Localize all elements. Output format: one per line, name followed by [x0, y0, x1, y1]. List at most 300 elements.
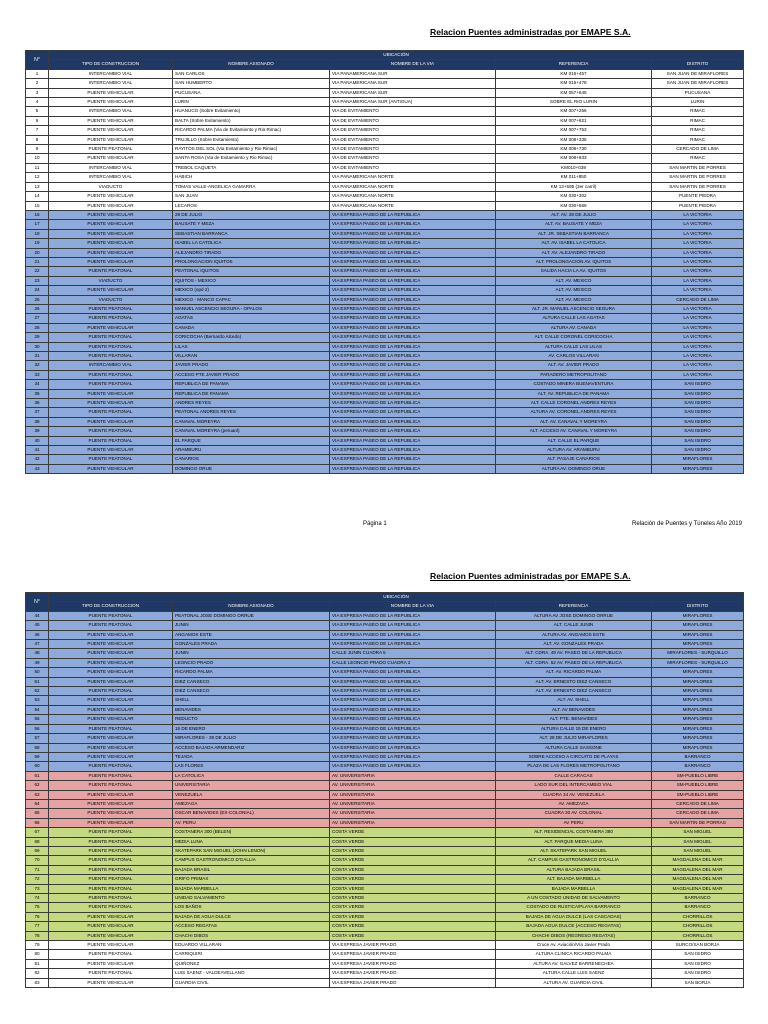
cell-referencia: ALT. AV. SHELL	[496, 696, 652, 705]
cell-distrito: MIRAFLORES	[652, 677, 744, 686]
cell-nombre: SAN CARLOS	[173, 69, 330, 78]
cell-referencia: BAJADA MARBELLA	[496, 884, 652, 893]
cell-nombre: TEJADA	[173, 752, 330, 761]
cell-distrito: MIRAFLORES	[652, 630, 744, 639]
cell-referencia: ALT. AV. MEXICO	[496, 286, 652, 295]
cell-num: 18	[26, 229, 49, 238]
table-row	[26, 286, 744, 295]
cell-nombre: MIRAFLORES - 28 DE JULIO	[173, 734, 330, 743]
cell-via: VIA DE EVITAMIENTO	[330, 145, 496, 154]
cell-distrito: SAN ISIDRO	[652, 959, 744, 968]
table-row	[26, 903, 744, 912]
cell-referencia: KM 015+457	[496, 69, 652, 78]
cell-nombre: REPUBLICA DE PANAMA	[173, 389, 330, 398]
cell-nombre: SAN JUAN	[173, 192, 330, 201]
cell-tipo: PUENTE PEATONAL	[49, 846, 173, 855]
cell-num: 67	[26, 828, 49, 837]
cell-num: 29	[26, 333, 49, 342]
cell-nombre: DIEZ CANSECO	[173, 677, 330, 686]
cell-nombre: HUANUCO (Sobre Evitamiento)	[173, 107, 330, 116]
cell-tipo: PUENTE VEHICULAR	[49, 417, 173, 426]
cell-distrito: SAN MARTIN DE PORRES	[652, 182, 744, 191]
table-row	[26, 875, 744, 884]
cell-distrito: LA VICTORIA	[652, 342, 744, 351]
cell-tipo: PUENTE PEATONAL	[49, 865, 173, 874]
column-header-referencia: REFERENCIA	[496, 602, 652, 611]
cell-num: 61	[26, 771, 49, 780]
cell-referencia: ALT. AV. GONZALES PRADA	[496, 640, 652, 649]
cell-distrito: CERCADO DE LIMA	[652, 809, 744, 818]
cell-num: 28	[26, 323, 49, 332]
cell-tipo: INTERCAMBIO VIAL	[49, 79, 173, 88]
cell-nombre: LURIN	[173, 98, 330, 107]
cell-nombre: CANADA	[173, 323, 330, 332]
cell-num: 33	[26, 370, 49, 379]
table-header-row	[26, 51, 744, 60]
cell-via: AV. UNIVERSITARIA	[330, 781, 496, 790]
cell-nombre: RICARDO PALMA (Via de Evitamiento y Rio Rimac)	[173, 126, 330, 135]
cell-tipo: PUENTE PEATONAL	[49, 837, 173, 846]
cell-distrito: MAGDALENA DEL MAR	[652, 884, 744, 893]
table-row	[26, 640, 744, 649]
table-row	[26, 304, 744, 313]
cell-tipo: PUENTE VEHICULAR	[49, 116, 173, 125]
cell-referencia: ALT. 28 DE JULIO MIRAFLORES	[496, 734, 652, 743]
cell-tipo: PUENTE VEHICULAR	[49, 210, 173, 219]
table-row	[26, 743, 744, 752]
cell-tipo: PUENTE VEHICULAR	[49, 941, 173, 950]
cell-tipo: PUENTE PEATONAL	[49, 427, 173, 436]
cell-nombre: REPUBLICA DE PANAMA	[173, 380, 330, 389]
cell-tipo: PUENTE VEHICULAR	[49, 98, 173, 107]
table-row	[26, 969, 744, 978]
cell-tipo: PUENTE PEATONAL	[49, 304, 173, 313]
cell-tipo: PUENTE VEHICULAR	[49, 630, 173, 639]
cell-tipo: PUENTE VEHICULAR	[49, 734, 173, 743]
cell-via: VIA EXPRESA PASEO DE LA REPUBLICA	[330, 668, 496, 677]
cell-nombre: BALTA (Sobre Evitamiento)	[173, 116, 330, 125]
cell-tipo: VIADUCTO	[49, 276, 173, 285]
cell-via: VIA EXPRESA PASEO DE LA REPUBLICA	[330, 210, 496, 219]
cell-via: VIA EXPRESA PASEO DE LA REPUBLICA	[330, 743, 496, 752]
cell-distrito: SAN MIGUEL	[652, 846, 744, 855]
cell-num: 64	[26, 799, 49, 808]
cell-referencia: KM 030+302	[496, 192, 652, 201]
cell-tipo: PUENTE VEHICULAR	[49, 677, 173, 686]
cell-num: 4	[26, 98, 49, 107]
cell-num: 71	[26, 865, 49, 874]
cell-nombre: RICARDO PALMA	[173, 668, 330, 677]
table-row	[26, 408, 744, 417]
table-row	[26, 69, 744, 78]
cell-tipo: PUENTE PEATONAL	[49, 687, 173, 696]
cell-via: AV. UNIVERSITARIA	[330, 818, 496, 827]
cell-nombre: GRIFO PRIMAX	[173, 875, 330, 884]
cell-distrito: BARRANCO	[652, 894, 744, 903]
cell-referencia: ALT. AV. ALEJANDRO TIRADO	[496, 248, 652, 257]
table-row	[26, 630, 744, 639]
cell-tipo: PUENTE VEHICULAR	[49, 649, 173, 658]
cell-via: VIA EXPRESA PASEO DE LA REPUBLICA	[330, 380, 496, 389]
footer-note: Relación de Puentes y Túneles Año 2019	[632, 521, 742, 527]
cell-nombre: QUIÑONEZ	[173, 959, 330, 968]
cell-via: VIA EXPRESA PASEO DE LA REPUBLICA	[330, 687, 496, 696]
cell-nombre: GONZALES PRADA	[173, 640, 330, 649]
cell-distrito: LA VICTORIA	[652, 304, 744, 313]
cell-referencia: AV PERU	[496, 818, 652, 827]
cell-nombre: UNIVERSITARIA	[173, 781, 330, 790]
table-row	[26, 941, 744, 950]
cell-via: VIA EXPRESA PASEO DE LA REPUBLICA	[330, 286, 496, 295]
cell-distrito: SAN ISIDRO	[652, 389, 744, 398]
cell-distrito: MIRAFLORES	[652, 724, 744, 733]
cell-distrito: SAN ISIDRO	[652, 380, 744, 389]
table-row	[26, 752, 744, 761]
table-row	[26, 649, 744, 658]
cell-distrito: RIMAC	[652, 116, 744, 125]
cell-nombre: BAJADA BRASIL	[173, 865, 330, 874]
column-header-num: N°	[26, 593, 49, 612]
cell-nombre: RAYITOS DEL SOL (Via Evitamiento y Rio Rimac)	[173, 145, 330, 154]
cell-referencia: KM 007+621	[496, 116, 652, 125]
cell-nombre: ISABEL LA CATOLICA	[173, 239, 330, 248]
cell-nombre: EL PARQUE	[173, 436, 330, 445]
cell-num: 42	[26, 455, 49, 464]
cell-referencia: ALT. AV. CANAVAL Y MOREYRA	[496, 417, 652, 426]
table-row	[26, 846, 744, 855]
cell-num: 51	[26, 677, 49, 686]
cell-num: 58	[26, 743, 49, 752]
table-row	[26, 724, 744, 733]
cell-referencia: ALT. AV. REPUBLICA DE PANAMA	[496, 389, 652, 398]
cell-distrito: RIMAC	[652, 107, 744, 116]
cell-via: VIA EXPRESA PASEO DE LA REPUBLICA	[330, 455, 496, 464]
table-row	[26, 931, 744, 940]
cell-distrito: SAN ISIDRO	[652, 446, 744, 455]
cell-via: COSTA VERDE	[330, 846, 496, 855]
cell-distrito: SAN MARTIN DE PORRES	[652, 163, 744, 172]
cell-num: 36	[26, 399, 49, 408]
table-row	[26, 239, 744, 248]
table-row	[26, 427, 744, 436]
cell-tipo: INTERCAMBIO VIAL	[49, 173, 173, 182]
cell-referencia: SALIDA HACIA LA AV. IQUITOS	[496, 267, 652, 276]
cell-via: COSTA VERDE	[330, 931, 496, 940]
cell-via: VIA EXPRESA PASEO DE LA REPUBLICA	[330, 464, 496, 473]
bridges-table	[25, 592, 744, 988]
column-header-referencia: REFERENCIA	[496, 60, 652, 69]
cell-num: 12	[26, 173, 49, 182]
cell-referencia: ALT. PARQUE MEDIA LUNA	[496, 837, 652, 846]
cell-num: 5	[26, 107, 49, 116]
table-row	[26, 135, 744, 144]
cell-tipo: INTERCAMBIO VIAL	[49, 163, 173, 172]
cell-distrito: MIRAFLORES	[652, 464, 744, 473]
cell-via: VIA PANAMERICANA SUR	[330, 69, 496, 78]
cell-referencia: ALT. AV. RICARDO PALMA	[496, 668, 652, 677]
cell-nombre: LUIS SAENZ - VALDEAVELLANO	[173, 969, 330, 978]
table-row	[26, 370, 744, 379]
cell-referencia: ALTURA AV. ARAMBURU	[496, 446, 652, 455]
cell-nombre: JUNIN	[173, 621, 330, 630]
cell-referencia: ALT. CALLE JUNIN	[496, 621, 652, 630]
cell-distrito: SAN MARTIN DE PORRAS	[652, 818, 744, 827]
cell-nombre: CARRIQUIRI	[173, 950, 330, 959]
cell-referencia: BAJADA DE AGUA DULCE (LAS CASCADAS)	[496, 912, 652, 921]
cell-nombre: ACCESO REGATAS	[173, 922, 330, 931]
cell-tipo: PUENTE VEHICULAR	[49, 931, 173, 940]
cell-num: 31	[26, 352, 49, 361]
cell-via: VIA EXPRESA JAVIER PRADO	[330, 959, 496, 968]
cell-num: 72	[26, 875, 49, 884]
cell-via: AV. UNIVERSITARIA	[330, 790, 496, 799]
cell-tipo: PUENTE PEATONAL	[49, 903, 173, 912]
cell-via: COSTA VERDE	[330, 865, 496, 874]
cell-tipo: PUENTE PEATONAL	[49, 724, 173, 733]
cell-via: VIA EXPRESA PASEO DE LA REPUBLICA	[330, 220, 496, 229]
document-page-2	[0, 545, 768, 1024]
cell-via: VIA EXPRESA PASEO DE LA REPUBLICA	[330, 352, 496, 361]
cell-tipo: PUENTE PEATONAL	[49, 267, 173, 276]
cell-num: 43	[26, 464, 49, 473]
cell-num: 47	[26, 640, 49, 649]
column-header-tipo: TIPO DE CONSTRUCCION	[49, 60, 173, 69]
cell-nombre: BAUSATE Y MEZA	[173, 220, 330, 229]
cell-tipo: PUENTE PEATONAL	[49, 342, 173, 351]
table-row	[26, 399, 744, 408]
cell-nombre: VENEZUELA	[173, 790, 330, 799]
cell-referencia: ALTURA AV. GUARDIA CIVIL	[496, 978, 652, 987]
table-row	[26, 342, 744, 351]
cell-tipo: PUENTE PEATONAL	[49, 894, 173, 903]
cell-nombre: LECAROS	[173, 201, 330, 210]
cell-nombre: LA CATOLICA	[173, 771, 330, 780]
cell-tipo: PUENTE VEHICULAR	[49, 229, 173, 238]
table-row	[26, 621, 744, 630]
cell-distrito: MIRAFLORES	[652, 621, 744, 630]
cell-via: VIA EXPRESA PASEO DE LA REPUBLICA	[330, 705, 496, 714]
cell-distrito: PUCUSANA	[652, 88, 744, 97]
table-row	[26, 436, 744, 445]
table-row	[26, 126, 744, 135]
cell-tipo: INTERCAMBIO VIAL	[49, 107, 173, 116]
cell-tipo: PUENTE VEHICULAR	[49, 446, 173, 455]
cell-nombre: CANAVAL MOREYRA (peruanl)	[173, 427, 330, 436]
cell-num: 1	[26, 69, 49, 78]
cell-num: 76	[26, 912, 49, 921]
table-row	[26, 145, 744, 154]
cell-nombre: PROLONGACION IQUITOS	[173, 257, 330, 266]
cell-num: 21	[26, 257, 49, 266]
cell-nombre: EDUARDO VILLARAN	[173, 941, 330, 950]
cell-distrito: RIMAC	[652, 135, 744, 144]
cell-nombre: MEDIA LUNA	[173, 837, 330, 846]
cell-nombre: AGATAS	[173, 314, 330, 323]
cell-referencia: COSTADO DE RUSTICA/PLAYA BARRANCO	[496, 903, 652, 912]
cell-nombre: CANAVAL MOREYRA	[173, 417, 330, 426]
cell-referencia: KM 057+645	[496, 88, 652, 97]
cell-tipo: PUENTE VEHICULAR	[49, 959, 173, 968]
cell-distrito: MIRAFLORES	[652, 743, 744, 752]
cell-via: VIA PANAMERICANA SUR	[330, 79, 496, 88]
cell-distrito: MAGDALENA DEL MAR	[652, 856, 744, 865]
table-row	[26, 88, 744, 97]
cell-via: VIA EXPRESA PASEO DE LA REPUBLICA	[330, 752, 496, 761]
cell-nombre: CHACHI DIBOS	[173, 931, 330, 940]
table-row	[26, 705, 744, 714]
cell-referencia: ALT. CDRA. 52 AV. PASEO DE LA REPUBLICA	[496, 658, 652, 667]
cell-distrito: SAN BORJA	[652, 978, 744, 987]
cell-via: CALLE JUNIN CUADRA 5	[330, 649, 496, 658]
cell-nombre: ANGAMOS ESTE	[173, 630, 330, 639]
cell-num: 52	[26, 687, 49, 696]
cell-nombre: PUCUSANA	[173, 88, 330, 97]
cell-nombre: GUARDIA CIVIL	[173, 978, 330, 987]
cell-referencia: ALT. CALLE CORONEL CORICOCHA	[496, 333, 652, 342]
table-subheader-row	[26, 60, 744, 69]
table-row	[26, 790, 744, 799]
cell-via: VIA PANAMERICANA NORTE	[330, 201, 496, 210]
cell-via: VIA EXPRESA PASEO DE LA REPUBLICA	[330, 323, 496, 332]
cell-nombre: MEXICO - MANCO CAPAC	[173, 295, 330, 304]
table-row	[26, 361, 744, 370]
cell-distrito: LA VICTORIA	[652, 314, 744, 323]
cell-tipo: PUENTE VEHICULAR	[49, 220, 173, 229]
cell-distrito: SAN MIGUEL	[652, 837, 744, 846]
cell-tipo: PUENTE VEHICULAR	[49, 389, 173, 398]
cell-distrito: PUENTE PIEDRA	[652, 192, 744, 201]
cell-num: 27	[26, 314, 49, 323]
cell-nombre: CANARIOS	[173, 455, 330, 464]
cell-num: 11	[26, 163, 49, 172]
cell-referencia: ALT. SKATEPARK SAN MIGUEL	[496, 846, 652, 855]
cell-referencia: KM 015+478	[496, 79, 652, 88]
cell-tipo: PUENTE VEHICULAR	[49, 752, 173, 761]
cell-num: 26	[26, 304, 49, 313]
cell-via: VIA EXPRESA PASEO DE LA REPUBLICA	[330, 333, 496, 342]
cell-tipo: PUENTE VEHICULAR	[49, 922, 173, 931]
table-row	[26, 799, 744, 808]
column-header-ubicacion: UBICACIÓN	[49, 593, 744, 602]
cell-via: VIA EXPRESA PASEO DE LA REPUBLICA	[330, 417, 496, 426]
cell-tipo: PUENTE PEATONAL	[49, 828, 173, 837]
cell-referencia: ALTURA AV. CORONEL ANDRES REYES	[496, 408, 652, 417]
cell-via: VIA EXPRESA PASEO DE LA REPUBLICA	[330, 361, 496, 370]
table-row	[26, 828, 744, 837]
cell-distrito: BARRANCO	[652, 752, 744, 761]
cell-distrito: SAN MARTIN DE PORRES	[652, 173, 744, 182]
table-row	[26, 865, 744, 874]
table-row	[26, 154, 744, 163]
cell-tipo: PUENTE VEHICULAR	[49, 705, 173, 714]
cell-referencia: ALT. ACCESO AV. CANAVAL Y MOREYRA	[496, 427, 652, 436]
cell-via: VIA EXPRESA PASEO DE LA REPUBLICA	[330, 239, 496, 248]
table-row	[26, 696, 744, 705]
table-body	[26, 611, 744, 987]
table-row	[26, 950, 744, 959]
cell-num: 54	[26, 705, 49, 714]
cell-tipo: PUENTE VEHICULAR	[49, 154, 173, 163]
table-row	[26, 116, 744, 125]
cell-num: 59	[26, 752, 49, 761]
table-row	[26, 818, 744, 827]
cell-distrito: RIMAC	[652, 126, 744, 135]
cell-via: VIA EXPRESA PASEO DE LA REPUBLICA	[330, 257, 496, 266]
column-header-nombre: NOMBRE ASIGNADO	[173, 602, 330, 611]
cell-via: VIA PANAMERICANA NORTE	[330, 173, 496, 182]
cell-nombre: SEBASTIAN BARRANCA	[173, 229, 330, 238]
cell-distrito: SM-PUEBLO LIBRE	[652, 781, 744, 790]
cell-tipo: PUENTE PEATONAL	[49, 455, 173, 464]
table-row	[26, 978, 744, 987]
cell-via: VIA EXPRESA PASEO DE LA REPUBLICA	[330, 640, 496, 649]
column-header-tipo: TIPO DE CONSTRUCCION	[49, 602, 173, 611]
cell-referencia: BAJADA AGUA DULCE (ACCESO REGATAS)	[496, 922, 652, 931]
cell-distrito: SURCO/SAN BORJA	[652, 941, 744, 950]
table-row	[26, 257, 744, 266]
cell-via: VIA EXPRESA PASEO DE LA REPUBLICA	[330, 677, 496, 686]
cell-nombre: LILAS	[173, 342, 330, 351]
cell-distrito: MAGDALENA DEL MAR	[652, 875, 744, 884]
cell-tipo: PUENTE VEHICULAR	[49, 668, 173, 677]
cell-via: VIA EXPRESA PASEO DE LA REPUBLICA	[330, 427, 496, 436]
cell-distrito: LA VICTORIA	[652, 361, 744, 370]
cell-via: VIA EXPRESA PASEO DE LA REPUBLICA	[330, 762, 496, 771]
cell-distrito: LA VICTORIA	[652, 286, 744, 295]
cell-tipo: PUENTE PEATONAL	[49, 950, 173, 959]
cell-num: 35	[26, 389, 49, 398]
cell-referencia: KM 13+595 (3er carril)	[496, 182, 652, 191]
cell-referencia: ALTURA AV. GALVEZ BARRENECHEA	[496, 959, 652, 968]
table-row	[26, 314, 744, 323]
cell-nombre: COSTANERA 300 (BELEN)	[173, 828, 330, 837]
cell-tipo: PUENTE VEHICULAR	[49, 323, 173, 332]
cell-num: 57	[26, 734, 49, 743]
table-row	[26, 884, 744, 893]
cell-num: 3	[26, 88, 49, 97]
cell-nombre: ANDRES REYES	[173, 399, 330, 408]
cell-referencia: ALTURA CLINICA RICARDO PALMA	[496, 950, 652, 959]
table-body	[26, 69, 744, 473]
table-header-row	[26, 593, 744, 602]
cell-distrito: CERCADO DE LIMA	[652, 295, 744, 304]
cell-num: 17	[26, 220, 49, 229]
cell-tipo: PUENTE PEATONAL	[49, 380, 173, 389]
table-row	[26, 192, 744, 201]
table-row	[26, 894, 744, 903]
bridges-table	[25, 50, 744, 474]
cell-via: VIA EXPRESA JAVIER PRADO	[330, 950, 496, 959]
cell-distrito: SAN ISIDRO	[652, 969, 744, 978]
cell-via: VIA EXPRESA PASEO DE LA REPUBLICA	[330, 724, 496, 733]
cell-referencia: KM 030+569	[496, 201, 652, 210]
cell-referencia: SOBRE EL RIO LURIN	[496, 98, 652, 107]
cell-nombre: LAS FLORES	[173, 762, 330, 771]
column-header-nombre: NOMBRE ASIGNADO	[173, 60, 330, 69]
cell-via: VIA EXPRESA PASEO DE LA REPUBLICA	[330, 621, 496, 630]
cell-via: VIA EXPRESA PASEO DE LA REPUBLICA	[330, 436, 496, 445]
cell-num: 70	[26, 856, 49, 865]
cell-referencia: ALT. AV BENAVIDES	[496, 705, 652, 714]
cell-tipo: PUENTE PEATONAL	[49, 408, 173, 417]
table-row	[26, 201, 744, 210]
cell-via: COSTA VERDE	[330, 903, 496, 912]
cell-via: VIA EXPRESA PASEO DE LA REPUBLICA	[330, 304, 496, 313]
cell-nombre: PEATONAL IQUITOS	[173, 267, 330, 276]
cell-nombre: ACCESO PTE JAVIER PRADO	[173, 370, 330, 379]
cell-tipo: PUENTE VEHICULAR	[49, 978, 173, 987]
table-row	[26, 220, 744, 229]
